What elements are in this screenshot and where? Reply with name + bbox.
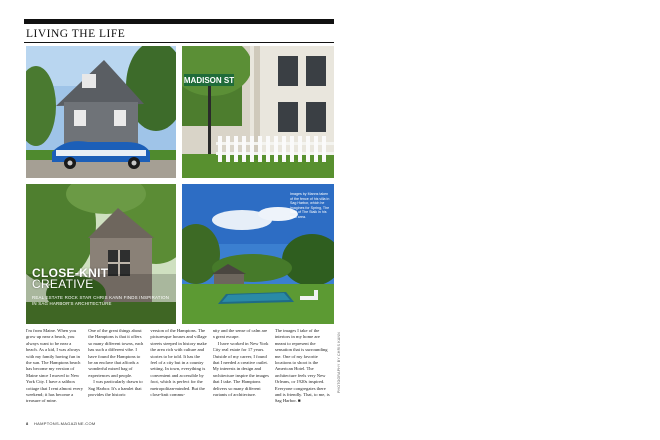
paragraph: version of the Hamptons. The picturesque houses and village streets steeped in history make the area rich with culture and stories to be told. It has the feel of a city but in a country setting. In town, everything is convenient and accessible by foot, which is perfect for the metropolitan-minded. But the close-knit commu- (150, 328, 207, 398)
footer-site: HAMPTONS-MAGAZINE.COM (33, 421, 96, 426)
photo-caption: Images by Manns taken of the fence of his villa in Sag Harbor, which he imagines for Spring, The Stall of The Stalk in his pool area. (290, 192, 330, 219)
section-title: LIVING THE LIFE (26, 28, 126, 40)
paragraph: The images I take of the interiors in my home are meant to represent the sensation that is surrounding me. One of my favorite locations to shoot is the American Hotel. The architecture feels very New Orleans, or 1920s inspired. Everyone congregates there and is friendly. That, to me, is Sag Harbor. ■ (274, 328, 330, 404)
paragraph: I'm from Maine. When you grow up near a beach, you always want to be near a beach. As a kid, I was always with my family having fun in the sun. The Hamptons beach has become my version of Maine since I moved to New York City. I have a saltbox cottage that I rent almost every weekend; it has become a treasure of mine. (26, 328, 84, 404)
body-column-2 (88, 328, 145, 420)
article-title-line2: CREATIVE (32, 277, 94, 291)
photo-credit: PHOTOGRAPHY BY CHRIS KANN (337, 332, 341, 394)
article-body (26, 328, 332, 420)
magazine-page (24, 16, 341, 430)
madison-street-photo (182, 46, 334, 178)
house-with-car-photo (26, 46, 176, 178)
body-column-3 (150, 328, 207, 420)
section-rule (24, 42, 334, 43)
paragraph: I was particularly drawn to Sag Harbor. It's a hamlet that provides the historic (88, 379, 143, 398)
article-title-line1: CLOSE-KNIT (32, 266, 109, 280)
article-deck: REAL ESTATE ROCK STAR CHRIS KANN FINDS INSPIRATION IN SAG HARBOR'S ARCHITECTURE (32, 295, 170, 306)
paragraph: nity and the sense of calm are a great escape. (212, 328, 268, 340)
street-sign-text: MADISON ST (183, 76, 235, 85)
body-column-1 (26, 328, 83, 420)
top-rule (24, 19, 334, 24)
paragraph: I have worked in New York City real estate for 17 years. Outside of my career, I found that I needed a creative outlet. My interests in design and architecture inspire the images that I take. The Hamptons delivers so many different variants of architecture. (212, 340, 269, 398)
body-column-5 (275, 328, 332, 420)
page-number: 8 (26, 421, 29, 426)
body-column-4 (213, 328, 270, 420)
page-footer (26, 421, 96, 426)
paragraph: One of the great things about the Hamptons is that it offers so many different towns, each has such a different vibe. I have found the Hamptons to be an enclave that affords a wonderful mixed bag of experiences and people. (88, 328, 144, 378)
article-title (32, 268, 108, 290)
